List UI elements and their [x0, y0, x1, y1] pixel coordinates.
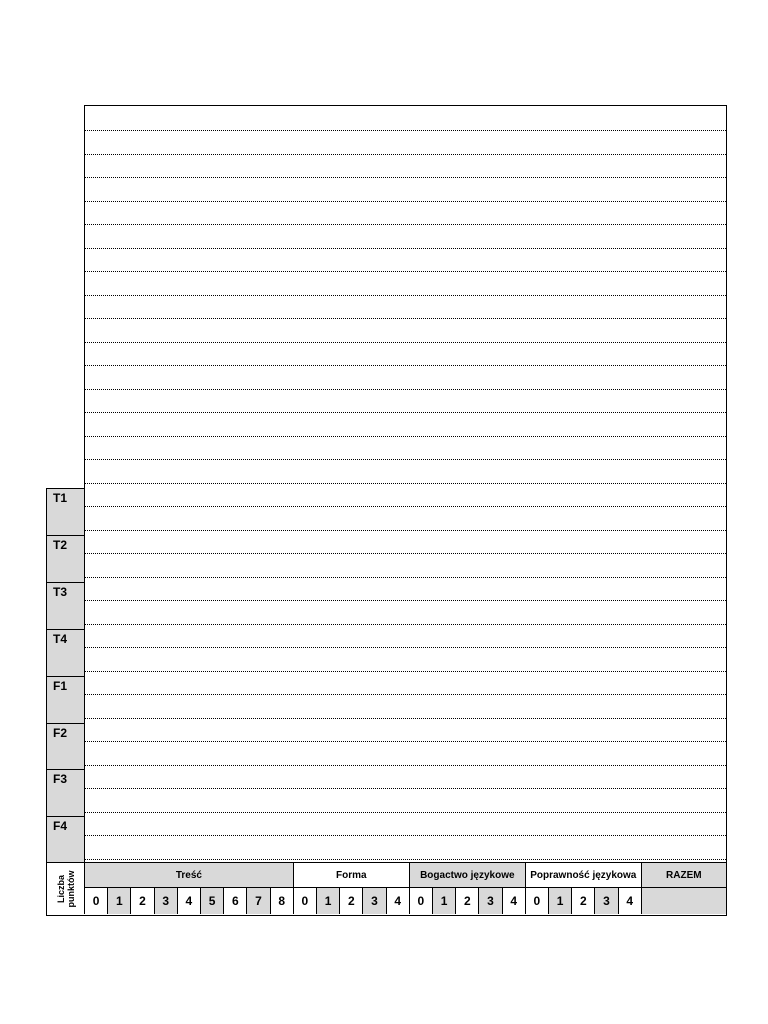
- writing-line: [85, 154, 726, 155]
- score-option[interactable]: 4: [619, 888, 642, 914]
- score-row: [294, 887, 410, 914]
- writing-line: [85, 483, 726, 484]
- writing-line: [85, 718, 726, 719]
- score-option[interactable]: 3: [595, 888, 618, 914]
- criterion-cell: [46, 582, 84, 629]
- score-option[interactable]: 4: [503, 888, 526, 914]
- writing-line: [85, 177, 726, 178]
- points-label-cell: [47, 863, 85, 914]
- criterion-cell: [46, 816, 84, 863]
- writing-line: [85, 436, 726, 437]
- category-header: Treść: [85, 863, 294, 887]
- score-option[interactable]: 2: [131, 888, 154, 914]
- writing-line: [85, 224, 726, 225]
- criterion-label: F1: [53, 679, 68, 693]
- score-option[interactable]: 0: [85, 888, 108, 914]
- criterion-cell: [46, 629, 84, 676]
- writing-line: [85, 765, 726, 766]
- score-option[interactable]: 2: [572, 888, 595, 914]
- writing-line: [85, 201, 726, 202]
- writing-line: [85, 577, 726, 578]
- writing-line: [85, 530, 726, 531]
- score-option[interactable]: 5: [201, 888, 224, 914]
- writing-area[interactable]: [84, 105, 727, 863]
- criterion-cell: [46, 723, 84, 770]
- score-row: [410, 887, 526, 914]
- writing-line: [85, 342, 726, 343]
- writing-line: [85, 271, 726, 272]
- score-option[interactable]: 3: [155, 888, 178, 914]
- criterion-label: F2: [53, 726, 68, 740]
- writing-line: [85, 506, 726, 507]
- writing-line: [85, 365, 726, 366]
- writing-line: [85, 295, 726, 296]
- criterion-label: F4: [53, 819, 68, 833]
- score-table: [46, 862, 727, 916]
- criterion-label: T1: [53, 491, 68, 505]
- writing-line: [85, 389, 726, 390]
- category-header: Bogactwo językowe: [410, 863, 526, 887]
- score-option[interactable]: 0: [294, 888, 317, 914]
- writing-line: [85, 624, 726, 625]
- writing-line: [85, 835, 726, 836]
- writing-line: [85, 788, 726, 789]
- writing-line: [85, 859, 726, 860]
- score-option[interactable]: 1: [433, 888, 456, 914]
- criterion-label: T4: [53, 632, 68, 646]
- score-option[interactable]: 3: [363, 888, 386, 914]
- score-option[interactable]: 8: [271, 888, 294, 914]
- category-header: RAZEM: [642, 863, 726, 887]
- score-option[interactable]: 0: [526, 888, 549, 914]
- score-option[interactable]: 4: [178, 888, 201, 914]
- writing-line: [85, 553, 726, 554]
- writing-line: [85, 741, 726, 742]
- score-option[interactable]: 1: [549, 888, 572, 914]
- category-header: Poprawność językowa: [526, 863, 642, 887]
- criterion-cell: [46, 769, 84, 816]
- writing-line: [85, 647, 726, 648]
- criterion-label: T3: [53, 585, 68, 599]
- score-option[interactable]: 2: [456, 888, 479, 914]
- criterion-label: F3: [53, 772, 68, 786]
- category-header: Forma: [294, 863, 410, 887]
- score-option[interactable]: 6: [224, 888, 247, 914]
- criterion-cell: [46, 676, 84, 723]
- writing-line: [85, 600, 726, 601]
- score-option[interactable]: 0: [410, 888, 433, 914]
- writing-line: [85, 812, 726, 813]
- criterion-cell: [46, 488, 84, 535]
- score-option[interactable]: 4: [387, 888, 410, 914]
- score-option[interactable]: 3: [479, 888, 502, 914]
- writing-line: [85, 671, 726, 672]
- writing-line: [85, 318, 726, 319]
- score-option[interactable]: 2: [340, 888, 363, 914]
- criterion-cell: [46, 535, 84, 582]
- score-row: [642, 887, 726, 914]
- writing-line: [85, 459, 726, 460]
- score-row: [526, 887, 642, 914]
- score-row: [85, 887, 294, 914]
- writing-line: [85, 130, 726, 131]
- score-option[interactable]: 1: [317, 888, 340, 914]
- score-option[interactable]: 7: [247, 888, 270, 914]
- writing-line: [85, 412, 726, 413]
- writing-line: [85, 248, 726, 249]
- criteria-column: [46, 488, 85, 863]
- points-label: Liczba punktów: [55, 870, 76, 907]
- writing-line: [85, 694, 726, 695]
- criterion-label: T2: [53, 538, 68, 552]
- score-option[interactable]: 1: [108, 888, 131, 914]
